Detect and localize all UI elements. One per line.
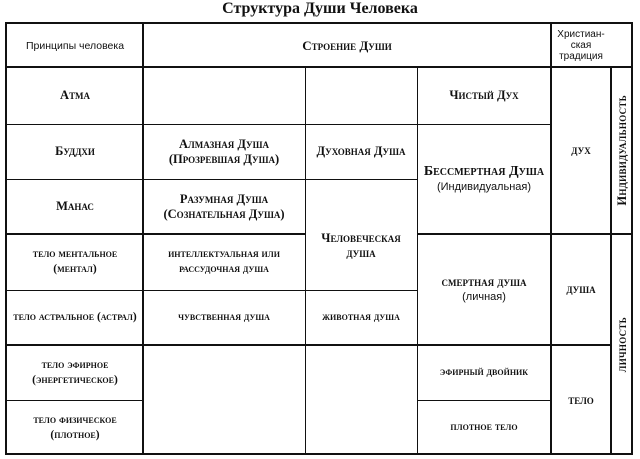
mortal-subtitle: (личная) bbox=[462, 290, 506, 303]
divider bbox=[7, 233, 305, 235]
soul-mortal bbox=[417, 234, 551, 345]
divider bbox=[417, 67, 418, 455]
side-individuality bbox=[611, 67, 633, 234]
divider bbox=[7, 400, 143, 401]
divider bbox=[550, 24, 552, 455]
header-tradition: Христиан-ская традиция bbox=[557, 29, 605, 62]
mortal-title: смертная душа bbox=[441, 274, 527, 289]
immortal-subtitle: (Индивидуальная) bbox=[436, 181, 532, 193]
christian-spirit: дух bbox=[571, 143, 591, 157]
soul-structure-table bbox=[5, 22, 633, 455]
divider bbox=[7, 290, 305, 291]
principle-astral: тело астральное (астрал) bbox=[13, 311, 137, 323]
divider bbox=[417, 400, 551, 401]
soul-human: Человеческая душа bbox=[321, 231, 401, 260]
principle-mental: тело ментальное (ментал) bbox=[32, 248, 118, 275]
header-principles: Принципы человека bbox=[25, 39, 125, 52]
soul-immortal bbox=[417, 124, 551, 234]
divider bbox=[305, 67, 306, 455]
divider bbox=[305, 179, 417, 180]
individuality-label: Индивидуальность bbox=[614, 95, 629, 206]
soul-etheric-double: эфирный двойник bbox=[439, 366, 529, 378]
soul-rational: Разумная Душа (Сознательная Душа) bbox=[163, 191, 285, 221]
page-title: Структура Души Человека bbox=[222, 0, 418, 17]
christian-body: тело bbox=[568, 392, 594, 407]
divider bbox=[7, 179, 305, 180]
christian-soul: душа bbox=[566, 282, 596, 296]
divider bbox=[7, 124, 551, 125]
principle-physical: тело физическое (плотное) bbox=[33, 413, 117, 441]
divider bbox=[7, 66, 633, 68]
soul-sensual: чувственная душа bbox=[178, 311, 270, 323]
soul-diamond: Алмазная Душа (Прозревшая Душа) bbox=[168, 136, 280, 166]
header-structure: Строение Души bbox=[302, 38, 392, 53]
soul-pure-spirit: Чистый Дух bbox=[449, 88, 519, 102]
divider bbox=[142, 24, 144, 455]
side-personality bbox=[611, 234, 633, 455]
divider bbox=[610, 67, 612, 455]
personality-label: личность bbox=[614, 316, 629, 373]
divider bbox=[417, 233, 633, 235]
soul-animal: животная душа bbox=[322, 311, 400, 323]
soul-spiritual: Духовная Душа bbox=[316, 144, 406, 158]
immortal-title: Бессмертная Душа bbox=[423, 164, 545, 179]
divider bbox=[305, 290, 417, 291]
soul-dense-body: плотное тело bbox=[450, 421, 518, 433]
divider bbox=[7, 344, 611, 346]
soul-intellectual: интеллектуальная или рассудочная душа bbox=[168, 248, 280, 275]
principle-atma: Атма bbox=[60, 88, 90, 102]
principle-etheric: тело эфирное (энергетическое) bbox=[32, 358, 118, 386]
principle-manas: Манас bbox=[56, 199, 94, 213]
principle-buddhi: Буддхи bbox=[55, 144, 95, 158]
